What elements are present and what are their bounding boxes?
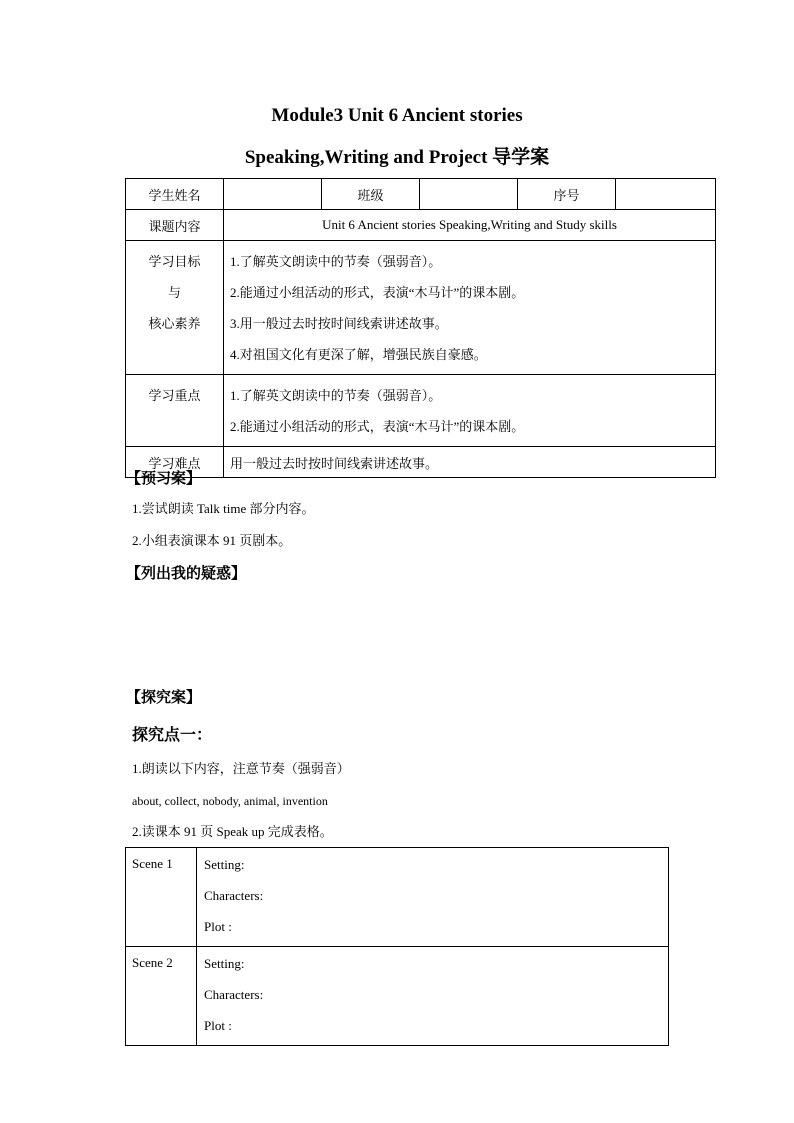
questions-heading: 【列出我的疑惑】	[126, 564, 247, 582]
info-table	[125, 178, 716, 478]
explore-item: 1.朗读以下内容，注意节奏（强弱音）	[132, 761, 350, 776]
objectives-label: 学习目标 与 核心素养	[126, 241, 224, 375]
class-label: 班级	[322, 179, 420, 210]
list-item: 2.能通过小组活动的形式，表演“木马计”的课本剧。	[230, 285, 525, 300]
explore-item: 2.读课本 91 页 Speak up 完成表格。	[132, 824, 333, 839]
preview-item: 2.小组表演课本 91 页剧本。	[132, 533, 292, 548]
list-item: 2.能通过小组活动的形式，表演“木马计”的课本剧。	[230, 419, 525, 434]
number-field[interactable]	[616, 179, 716, 210]
list-item: 1.了解英文朗读中的节奏（强弱音）。	[230, 388, 442, 403]
list-item: 4.对祖国文化有更深了解，增强民族自豪感。	[230, 347, 487, 362]
explore-heading: 【探究案】	[126, 688, 202, 706]
difficulty-label: 学习难点	[126, 447, 224, 478]
list-item: 1.了解英文朗读中的节奏（强弱音）。	[230, 254, 442, 269]
scene-table	[125, 847, 669, 1046]
scene-label: Scene 1	[126, 848, 197, 947]
scene-content	[197, 947, 669, 1046]
preview-item: 1.尝试朗读 Talk time 部分内容。	[132, 501, 315, 516]
name-field[interactable]	[224, 179, 322, 210]
plot-field: Plot :	[204, 1018, 232, 1033]
characters-field: Characters:	[204, 888, 264, 903]
document-title: Module3 Unit 6 Ancient stories	[271, 105, 523, 126]
table-row	[126, 179, 716, 210]
table-row	[126, 241, 716, 375]
table-row	[126, 947, 669, 1046]
class-field[interactable]	[420, 179, 518, 210]
scene-label: Scene 2	[126, 947, 197, 1046]
explore-point-title: 探究点一：	[132, 725, 213, 744]
list-item: 3.用一般过去时按时间线索讲述故事。	[230, 316, 448, 331]
document-subtitle: Speaking,Writing and Project 导学案	[244, 147, 550, 168]
difficulty-value: 用一般过去时按时间线索讲述故事。	[224, 447, 716, 478]
preview-heading: 【预习案】	[126, 469, 202, 487]
name-label: 学生姓名	[126, 179, 224, 210]
table-row	[126, 375, 716, 447]
number-label: 序号	[518, 179, 616, 210]
plot-field: Plot :	[204, 919, 232, 934]
key-points-list	[224, 375, 716, 447]
table-row	[126, 447, 716, 478]
words-line: about, collect, nobody, animal, invention	[132, 794, 328, 808]
objectives-list	[224, 241, 716, 375]
table-row	[126, 210, 716, 241]
topic-label: 课题内容	[126, 210, 224, 241]
table-row	[126, 848, 669, 947]
scene-content	[197, 848, 669, 947]
topic-value: Unit 6 Ancient stories Speaking,Writing and Study skills	[224, 210, 716, 241]
key-points-label: 学习重点	[126, 375, 224, 447]
characters-field: Characters:	[204, 987, 264, 1002]
setting-field: Setting:	[204, 956, 245, 971]
setting-field: Setting:	[204, 857, 245, 872]
